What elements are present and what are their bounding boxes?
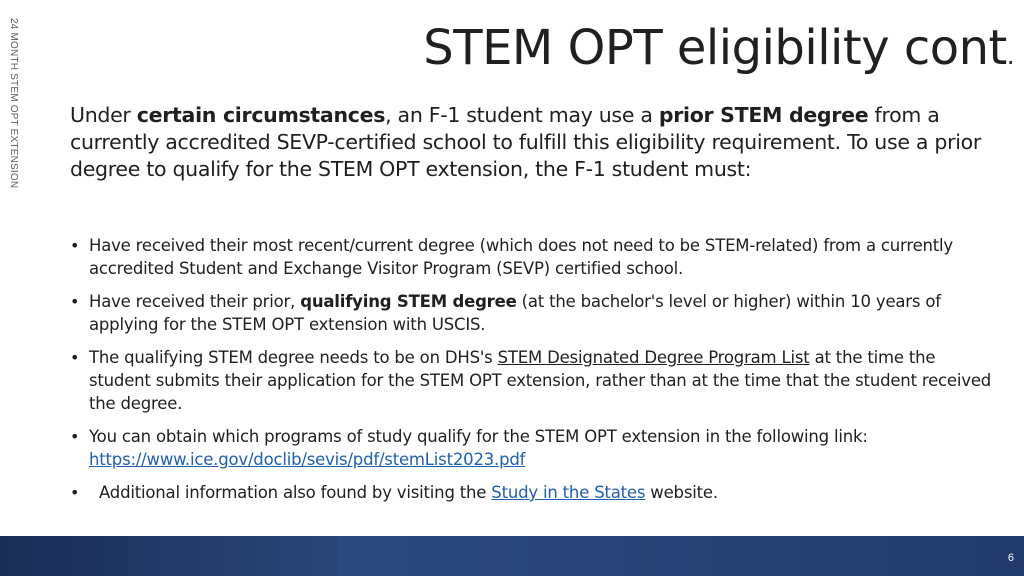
list-item [70, 481, 1000, 504]
bullet-text: Additional information also found by visiting the [99, 483, 492, 502]
bullet-icon: • [70, 236, 80, 255]
title-text: STEM OPT eligibility cont [423, 20, 1007, 76]
footer-bar [0, 536, 1024, 576]
stem-degree-list-link[interactable]: STEM Designated Degree Program List [497, 348, 810, 367]
footer-segment-right [338, 536, 1024, 576]
title-dot: . [1006, 42, 1014, 70]
intro-paragraph [70, 102, 990, 183]
bullet-icon: • [70, 427, 80, 446]
page-number: 6 [1007, 552, 1014, 564]
page-title [423, 20, 1014, 76]
bullet-icon: • [70, 292, 80, 311]
requirements-list [70, 234, 1000, 514]
intro-bold-circumstances: certain circumstances [136, 103, 386, 127]
bullet-text: website. [645, 483, 718, 502]
bullet-text: Have received their most recent/current degree (which does not need to be STEM-related) from a currently accredited Student and Exchange Visitor Program (SEVP) certified school. [89, 236, 953, 278]
list-item [70, 290, 1000, 336]
bullet-bold-qualifying-degree: qualifying STEM degree [300, 292, 517, 311]
stem-list-pdf-link[interactable]: https://www.ice.gov/doclib/sevis/pdf/stemList2023.pdf [89, 450, 526, 469]
bullet-text: at the time the student submits their application for the STEM OPT extension, rather than at the time that the student received the degree. [89, 348, 992, 413]
intro-bold-prior-degree: prior STEM degree [658, 103, 869, 127]
list-item [70, 234, 1000, 280]
bullet-icon: • [70, 348, 80, 367]
side-section-label: 24 MONTH STEM OPT EXTENSION [8, 18, 19, 189]
bullet-text: Have received their prior, [89, 292, 301, 311]
footer-segment-left [0, 536, 338, 576]
intro-text-2: , an F-1 student may use a [385, 103, 659, 127]
bullet-text: (at the bachelor's level or higher) within 10 years of applying for the STEM OPT extension with USCIS. [89, 292, 941, 334]
intro-text-3: from a currently accredited SEVP-certified school to fulfill this eligibility requirement. To use a prior degree to qualify for the STEM OPT extension, the F-1 student must: [70, 103, 981, 181]
list-item [70, 346, 1000, 415]
bullet-text: The qualifying STEM degree needs to be on DHS's [89, 348, 498, 367]
study-in-the-states-link[interactable]: Study in the States [491, 483, 646, 502]
bullet-text: You can obtain which programs of study qualify for the STEM OPT extension in the following link: [89, 427, 868, 446]
bullet-icon: • [70, 483, 80, 502]
intro-text-1: Under [70, 103, 137, 127]
list-item [70, 425, 1000, 471]
